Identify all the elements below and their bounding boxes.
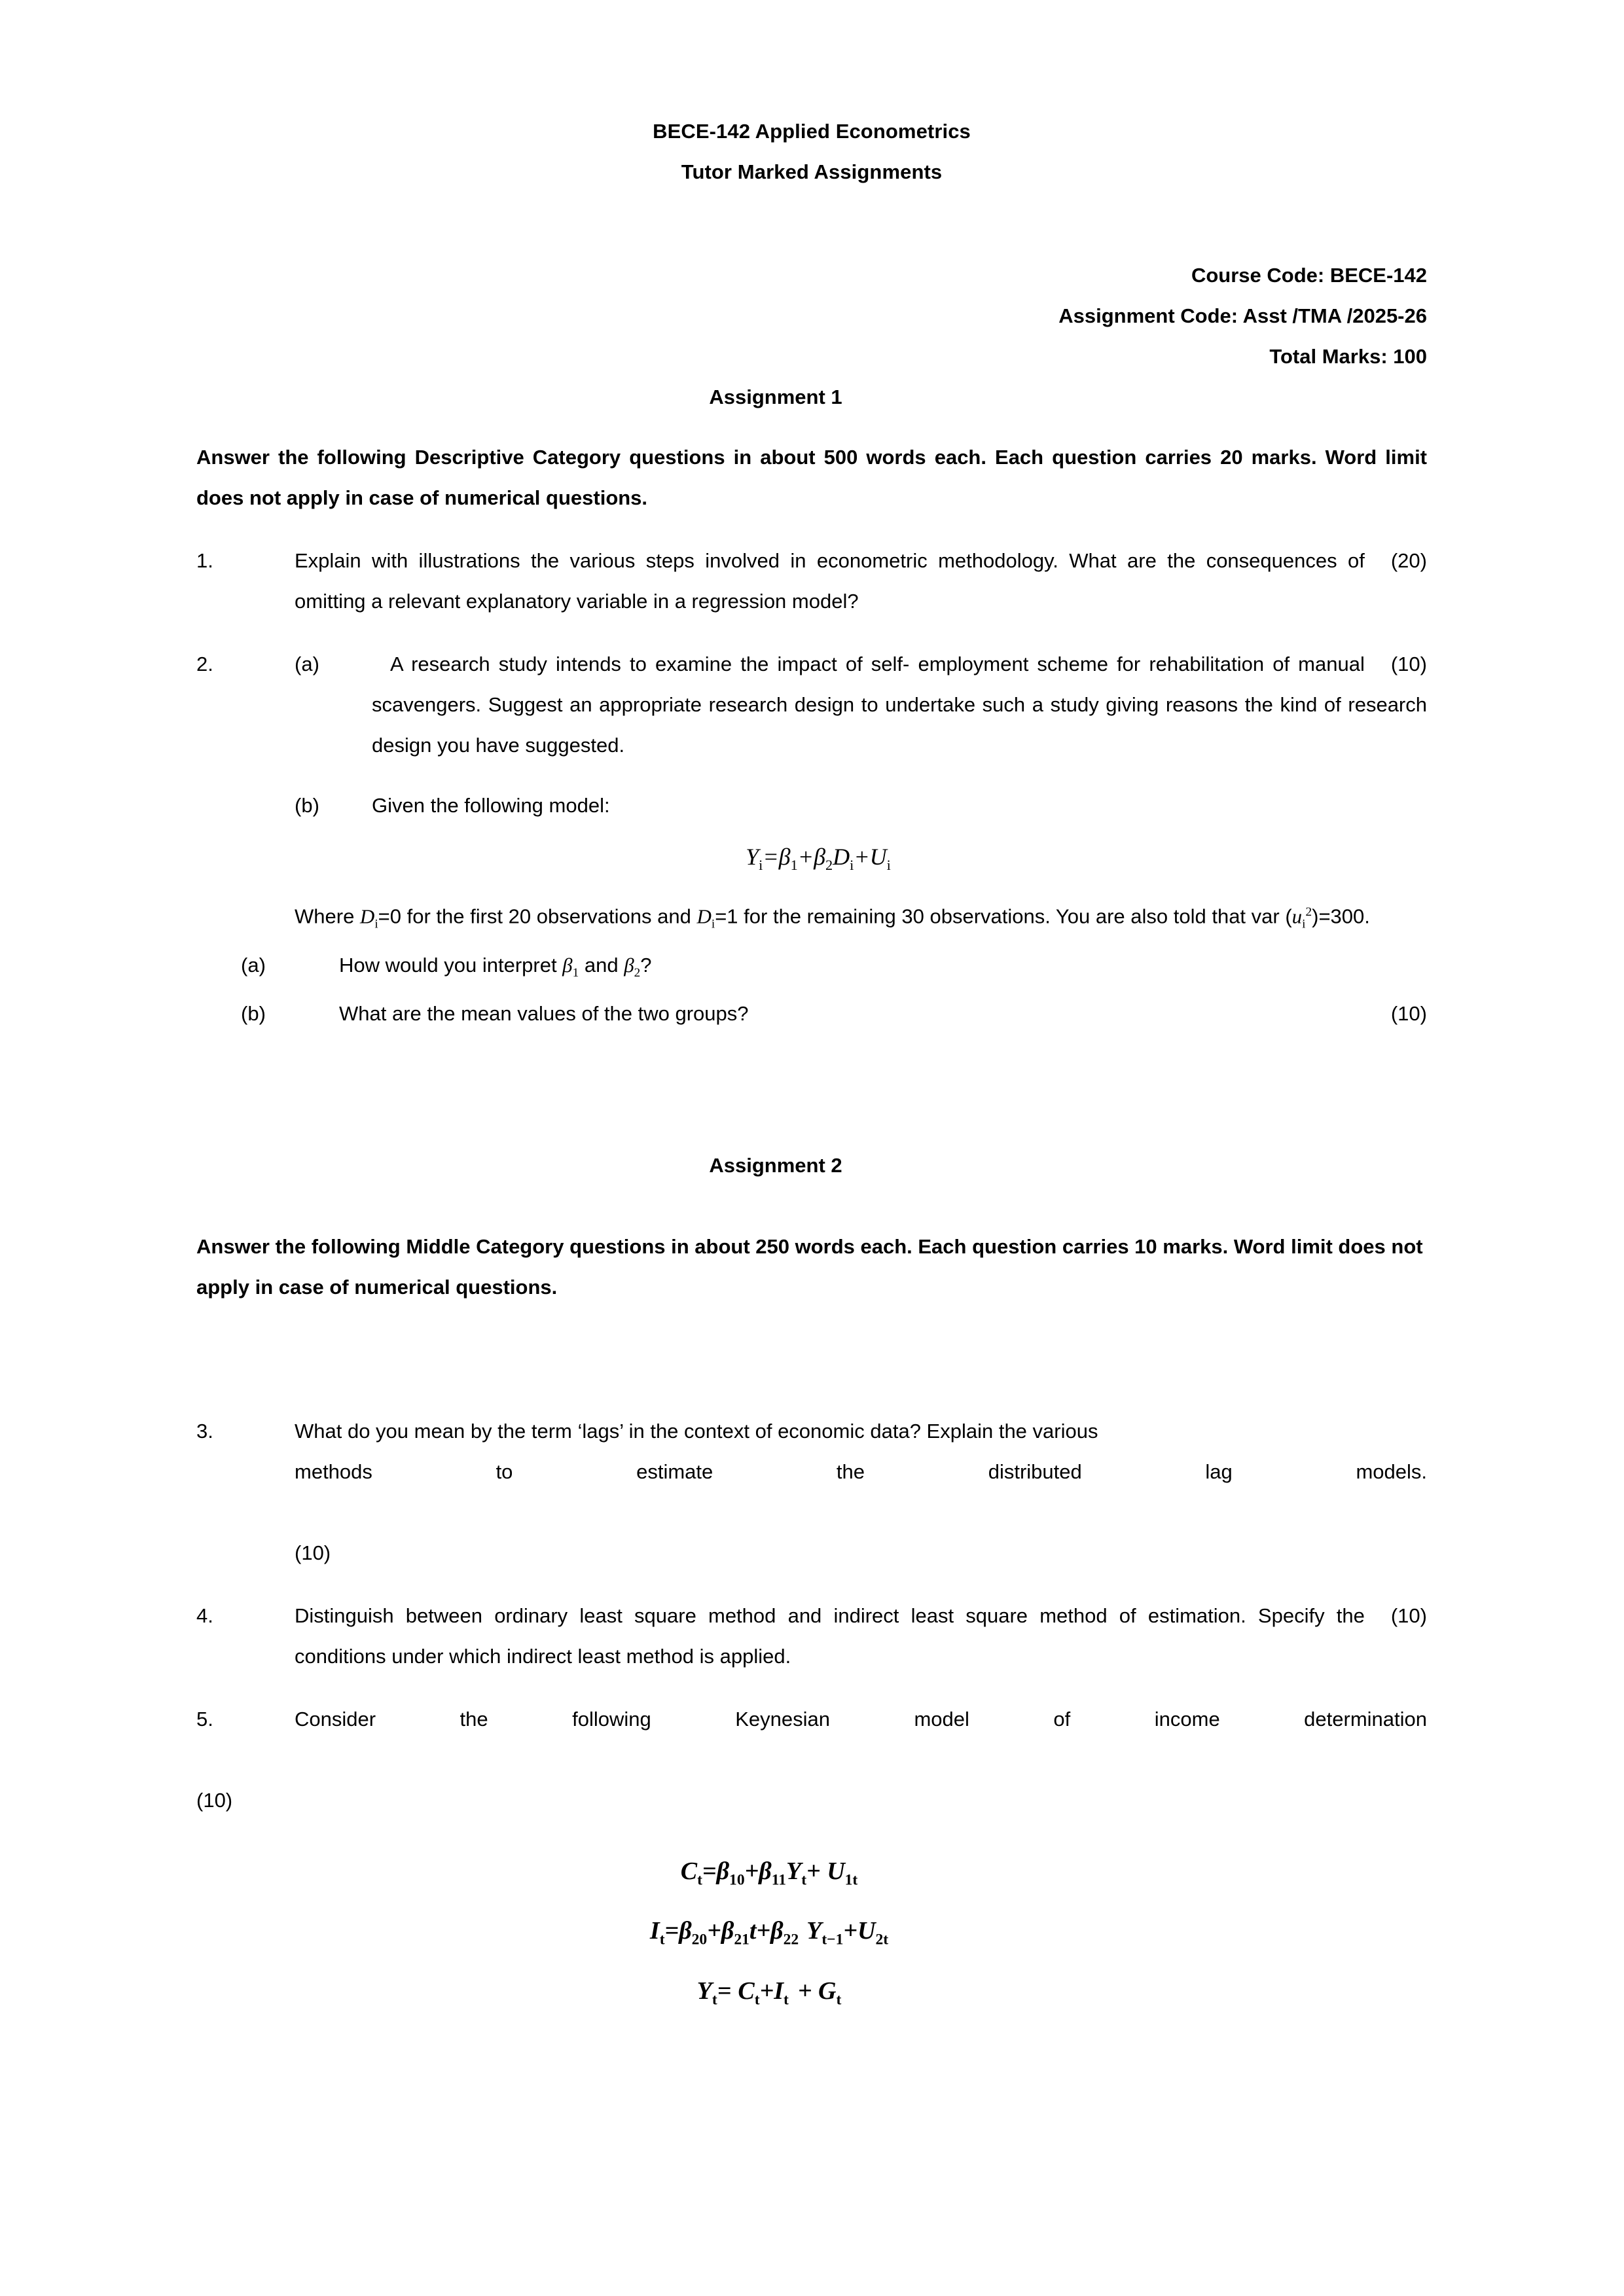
where-text-3: =1 for the remaining 30 observations. You are also told that var (	[715, 905, 1292, 928]
eq3-sub-t-1: t	[659, 1931, 665, 1949]
where-text-4: )=300.	[1312, 905, 1370, 928]
question-4-text: Distinguish between ordinary least square method and indirect least square method of estimation. Specify the conditions under which indirect least method is applied.	[295, 1604, 1365, 1668]
sub-a-text-3: ?	[640, 953, 652, 977]
where-sub-i-3: i	[1302, 917, 1306, 931]
eq2-sub-t-1: t	[697, 1871, 702, 1889]
eq-sub-1-a: 1	[790, 857, 798, 874]
eq3-sub-21: 21	[734, 1931, 749, 1949]
eq4-var-Y: Y	[696, 1977, 712, 2005]
eq-sub-2-a: 2	[825, 857, 833, 874]
question-3-body	[295, 1411, 1427, 1573]
question-2-part-b	[295, 785, 1427, 826]
where-sub-i-2: i	[711, 917, 715, 931]
assignment-1-instructions: Answer the following Descriptive Category questions in about 500 words each. Each question carries 20 marks. Word limit does not apply in case of numerical questions.	[196, 446, 1427, 509]
sub-a-text-1: How would you interpret	[339, 953, 563, 977]
eq2-op-eq: =	[702, 1857, 717, 1885]
course-code: Course Code: BECE-142	[1191, 264, 1427, 287]
eq2-sub-10: 10	[729, 1871, 745, 1889]
eq3-var-I: I	[649, 1917, 660, 1945]
question-2-part-a-label: (a)	[295, 653, 319, 675]
question-4-number: 4.	[196, 1604, 213, 1627]
question-4	[196, 1596, 1427, 1677]
sub-a-var-beta-2: β	[624, 953, 634, 977]
question-5-text: Consider the following Keynesian model of income determination	[295, 1707, 1427, 1731]
question-2-sub-a-label: (a)	[241, 953, 266, 977]
eq2-sub-t-2: t	[801, 1871, 807, 1889]
eq-var-beta-2: β	[814, 844, 825, 870]
question-4-marks: (10)	[1390, 1604, 1427, 1627]
question-2-where-paragraph	[295, 892, 1427, 945]
eq4-sub-t-4: t	[836, 1991, 842, 2009]
eq4-sub-t-2: t	[754, 1991, 760, 2009]
eq-sub-i-2: i	[850, 857, 854, 874]
question-2-sub-b	[241, 994, 1427, 1034]
question-3-line-1: What do you mean by the term ‘lags’ in the context of economic data? Explain the various	[295, 1419, 1098, 1443]
eq3-sub-20: 20	[691, 1931, 708, 1949]
question-3-marks: (10)	[295, 1541, 331, 1564]
eq-op-plus-1: +	[797, 844, 814, 870]
where-text-1: Where	[295, 905, 360, 928]
eq2-var-C: C	[680, 1857, 698, 1885]
eq2-sub-11: 11	[771, 1871, 786, 1889]
eq3-op-plus-3: +	[843, 1917, 858, 1945]
eq4-op-eq: =	[717, 1977, 732, 2005]
question-4-body	[295, 1596, 1427, 1677]
question-2-part-a-text-wrap	[372, 644, 1427, 766]
equation-investment-function	[196, 1910, 1427, 1960]
question-1	[196, 541, 1427, 622]
eq4-var-C: C	[738, 1977, 755, 2005]
where-var-D-2: D	[696, 905, 712, 928]
question-2-part-b-text: Given the following model:	[372, 794, 610, 817]
course-header-block	[196, 255, 1427, 377]
assignment-2-heading: Assignment 2	[709, 1153, 842, 1177]
eq-op-plus-2: +	[854, 844, 870, 870]
eq3-var-beta-20: β	[679, 1917, 692, 1945]
question-2-part-a-marks: (10)	[1390, 653, 1427, 675]
where-text-2: =0 for the first 20 observations and	[378, 905, 697, 928]
question-2-part-b-label: (b)	[295, 794, 319, 817]
eq3-op-plus-1: +	[707, 1917, 721, 1945]
where-var-u: u	[1291, 905, 1303, 928]
eq-var-beta-1: β	[778, 844, 791, 870]
question-1-text: Explain with illustrations the various steps involved in econometric methodology. What are the consequences of omitting a relevant explanatory variable in a regression model?	[295, 549, 1365, 613]
assignment-code: Assignment Code: Asst /TMA /2025-26	[1058, 304, 1427, 327]
question-1-marks: (20)	[1390, 549, 1427, 572]
equation-income-identity	[196, 1971, 1427, 2020]
question-5-number: 5.	[196, 1707, 213, 1731]
question-2-sub-b-marks: (10)	[1390, 1001, 1427, 1025]
document-title	[196, 111, 1427, 192]
eq4-sub-t-3: t	[784, 1991, 789, 2009]
question-2	[196, 644, 1427, 945]
eq-sub-i-3: i	[886, 857, 891, 874]
question-2-sub-b-text: What are the mean values of the two groups?	[339, 1001, 749, 1025]
question-1-number: 1.	[196, 549, 213, 572]
question-3-number: 3.	[196, 1419, 213, 1443]
equation-dummy-variable-model	[295, 836, 1427, 886]
eq-op-eq-1: =	[763, 844, 779, 870]
assignment-1-heading: Assignment 1	[709, 386, 842, 408]
eq2-var-U: U	[827, 1857, 845, 1885]
document-title-line-2: Tutor Marked Assignments	[681, 160, 943, 183]
document-title-line-1: BECE-142 Applied Econometrics	[653, 120, 971, 143]
sub-a-text-2: and	[579, 953, 624, 977]
eq3-var-beta-21: β	[721, 1917, 734, 1945]
question-2-part-a-text: A research study intends to examine the impact of self- employment scheme for rehabilitation of manual scavengers. Suggest an appropriate research design to undertake such a study giving reasons the kind of research design you have suggested.	[372, 653, 1427, 757]
assignment-2-instructions: Answer the following Middle Category questions in about 250 words each. Each question carries 10 marks. Word limit does not apply in case of numerical questions.	[196, 1234, 1423, 1299]
question-2-body	[295, 644, 1427, 945]
eq2-var-Y: Y	[785, 1857, 802, 1885]
eq-var-Y: Y	[746, 844, 759, 870]
sub-a-sub-1: 1	[572, 965, 579, 980]
where-var-D-1: D	[359, 905, 375, 928]
question-3	[196, 1411, 1427, 1573]
question-2-part-a	[295, 644, 1427, 766]
question-2-sub-a	[241, 945, 1427, 994]
eq2-var-beta-11: β	[759, 1857, 772, 1885]
question-2-sub-b-text-wrap	[339, 994, 1427, 1034]
sub-a-sub-2: 2	[634, 965, 641, 980]
eq3-op-eq: =	[664, 1917, 679, 1945]
question-3-line-2: methods to estimate the distributed lag models.	[295, 1460, 1427, 1483]
eq3-op-plus-2: +	[756, 1917, 771, 1945]
eq4-op-plus-1: +	[759, 1977, 774, 2005]
eq3-var-beta-22: β	[770, 1917, 784, 1945]
eq4-var-G: G	[818, 1977, 837, 2005]
eq2-var-beta-10: β	[716, 1857, 730, 1885]
question-1-body	[295, 541, 1427, 622]
eq4-sub-t-1: t	[712, 1991, 717, 2009]
question-5	[196, 1699, 1427, 1821]
question-2-number: 2.	[196, 653, 213, 675]
total-marks: Total Marks: 100	[1269, 345, 1427, 368]
eq3-var-t: t	[749, 1917, 757, 1945]
eq2-op-plus-1: +	[744, 1857, 759, 1885]
eq-var-D: D	[833, 844, 850, 870]
eq-var-U: U	[869, 844, 887, 870]
eq2-op-plus-2: +	[806, 1857, 827, 1885]
where-sub-i-1: i	[374, 917, 378, 931]
eq3-var-U: U	[857, 1917, 876, 1945]
where-sup-2: 2	[1305, 905, 1312, 920]
question-2-sub-b-label: (b)	[241, 1001, 266, 1025]
document-content	[196, 0, 1427, 2027]
eq-sub-i-1: i	[759, 857, 763, 874]
eq3-sub-22: 22	[783, 1931, 799, 1949]
eq4-op-plus-2: +	[797, 1977, 819, 2005]
question-5-marks: (10)	[196, 1788, 233, 1812]
sub-a-var-beta-1: β	[562, 953, 573, 977]
eq3-sub-2t: 2t	[875, 1931, 889, 1949]
eq2-sub-1t: 1t	[844, 1871, 858, 1889]
question-2-sub-a-text	[339, 945, 1427, 994]
equation-consumption-function	[196, 1851, 1427, 1901]
eq3-sub-tminus1: t−1	[821, 1931, 844, 1949]
eq4-var-I: I	[774, 1977, 784, 2005]
eq3-var-Y: Y	[806, 1917, 822, 1945]
